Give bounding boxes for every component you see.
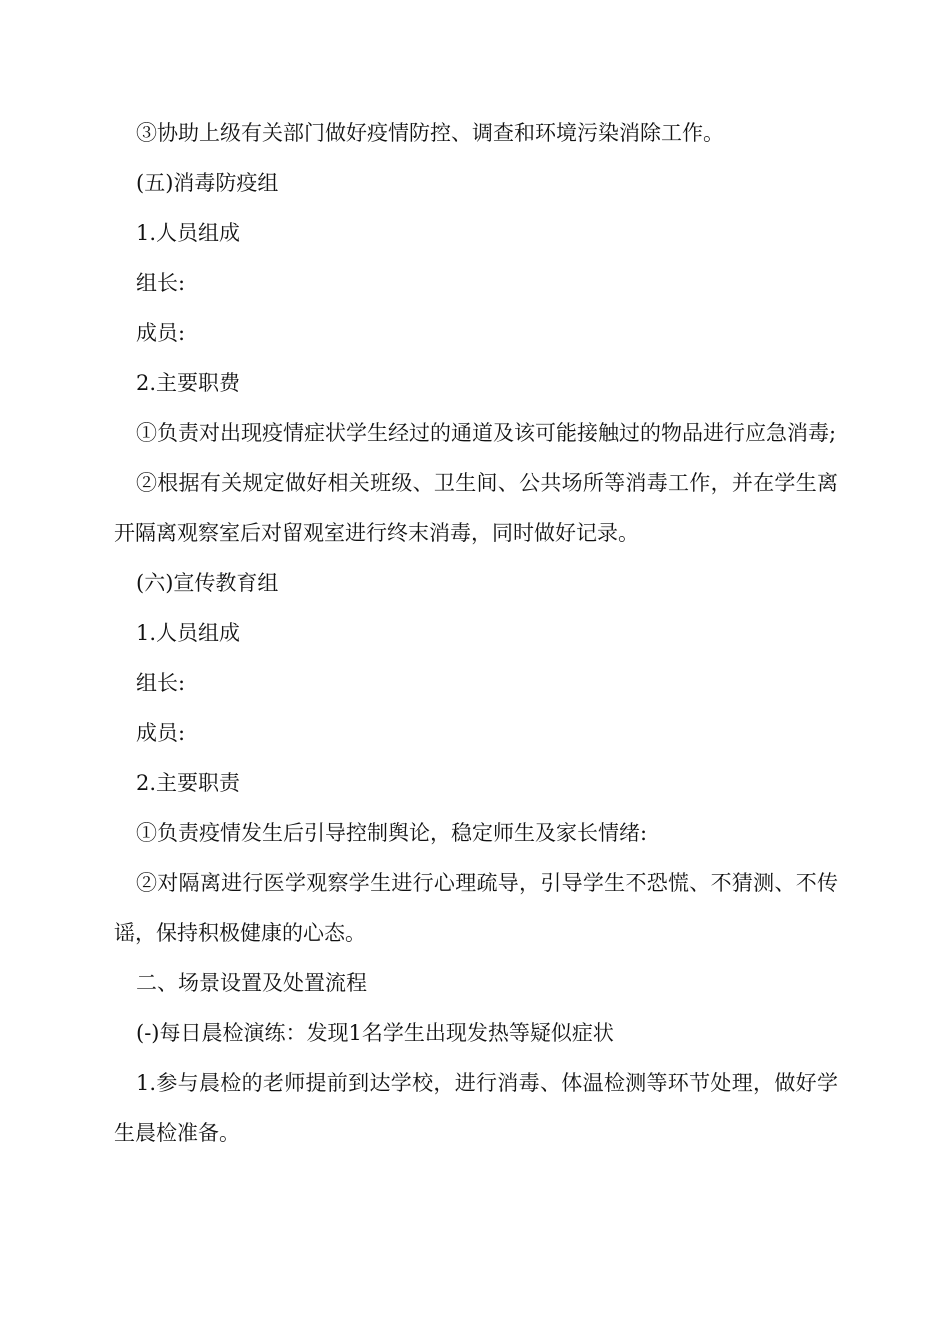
heading-disinfection-group: (五)消毒防疫组 xyxy=(136,171,279,195)
paragraph-duty-1-disinfect: ①负责对出现疫情症状学生经过的通道及该可能接触过的物品进行应急消毒; xyxy=(136,421,837,445)
paragraph-duty-2-counseling: ②对隔离进行医学观察学生进行心理疏导，引导学生不恐慌、不猜测、不传谣，保持积极健康的心态。 xyxy=(114,871,838,945)
paragraph-step-1: 1.参与晨检的老师提前到达学校，进行消毒、体温检测等环节处理，做好学生晨检准备。 xyxy=(114,1071,838,1145)
heading-members-1: 1.人员组成 xyxy=(136,221,241,245)
heading-publicity-group: (六)宣传教育组 xyxy=(136,571,279,595)
paragraph-duty-1-publicity: ①负责疫情发生后引导控制舆论，稳定师生及家长情绪: xyxy=(136,821,648,845)
group-members-2: 成员: xyxy=(136,721,186,745)
group-members-1: 成员: xyxy=(136,321,186,345)
group-leader-2: 组长: xyxy=(136,671,186,695)
paragraph-duty-2-disinfect: ②根据有关规定做好相关班级、卫生间、公共场所等消毒工作，并在学生离开隔离观察室后对留观室进行终末消毒，同时做好记录。 xyxy=(114,471,838,545)
paragraph-duty-3-coordinate: ③协助上级有关部门做好疫情防控、调查和环境污染消除工作。 xyxy=(136,121,724,145)
heading-section-2: 二、场景设置及处置流程 xyxy=(136,971,367,995)
heading-duties-1: 2.主要职费 xyxy=(136,371,241,395)
heading-members-2: 1.人员组成 xyxy=(136,621,241,645)
group-leader-1: 组长: xyxy=(136,271,186,295)
heading-duties-2: 2.主要职责 xyxy=(136,771,241,795)
heading-morning-check-drill: (-)每日晨检演练：发现1名学生出现发热等疑似症状 xyxy=(136,1021,614,1045)
document-body xyxy=(114,108,838,1158)
